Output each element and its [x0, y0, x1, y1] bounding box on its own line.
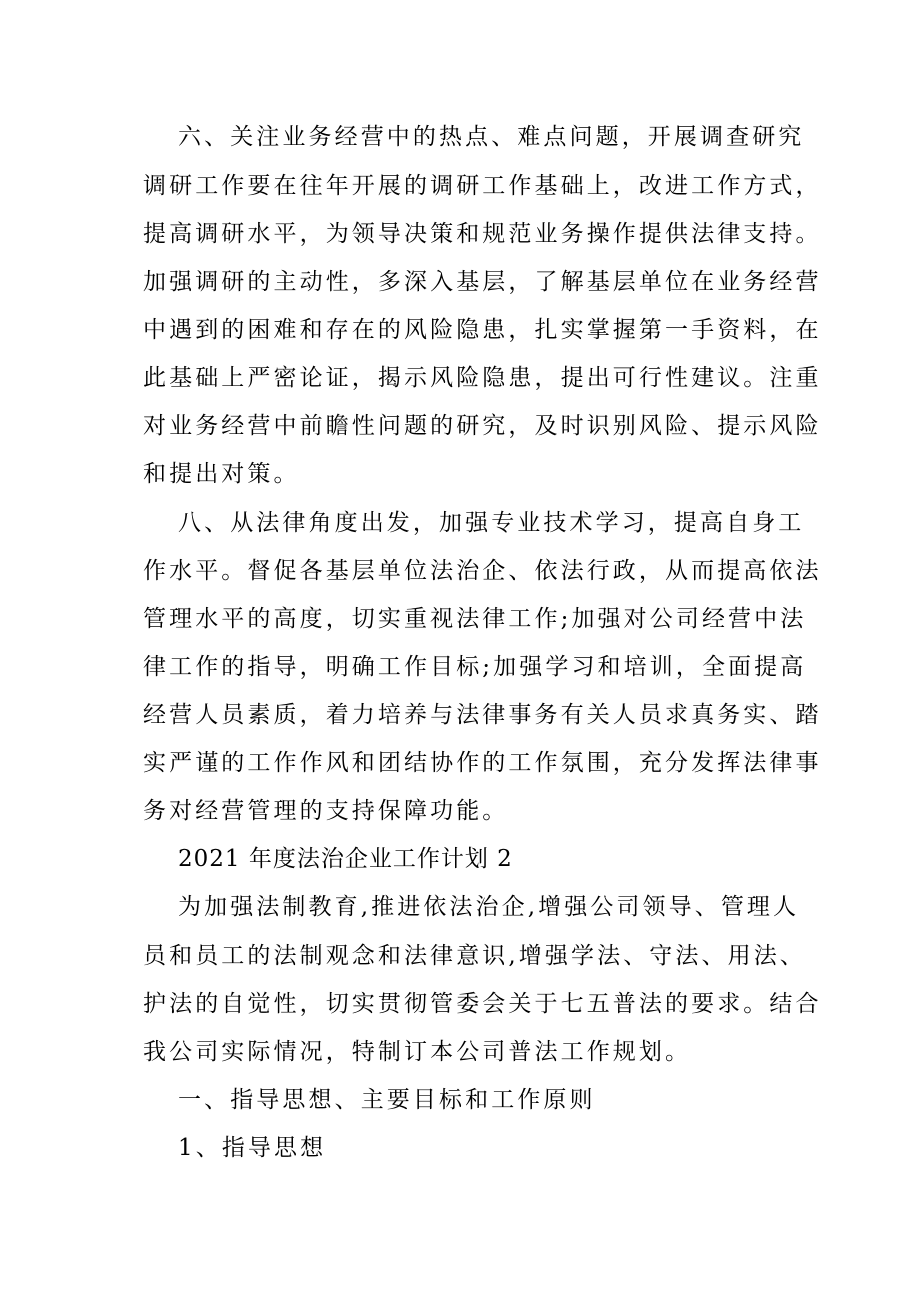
paragraph-line: 和提出对策。 [143, 461, 300, 487]
paragraph-line: 中遇到的困难和存在的风险隐患，扎实掌握第一手资料，在 [143, 317, 822, 343]
paragraph-line: 我公司实际情况，特制订本公司普法工作规划。 [143, 1039, 692, 1065]
paragraph-line: 调研工作要在往年开展的调研工作基础上，改进工作方式， [143, 173, 822, 199]
paragraph-line: 管理水平的高度，切实重视法律工作;加强对公司经营中法 [143, 606, 807, 632]
paragraph-line: 对业务经营中前瞻性问题的研究，及时识别风险、提示风险 [143, 413, 822, 439]
paragraph-line: 作水平。督促各基层单位法治企、依法行政，从而提高依法 [143, 558, 822, 584]
subsection-heading: 1、指导思想 [178, 1135, 327, 1161]
paragraph-line: 此基础上严密论证，揭示风险隐患，提出可行性建议。注重 [143, 365, 822, 391]
paragraph-line: 加强调研的主动性，多深入基层，了解基层单位在业务经营 [143, 269, 822, 295]
paragraph-line: 八、从法律角度出发，加强专业技术学习，提高自身工 [178, 510, 805, 536]
paragraph-line: 护法的自觉性，切实贯彻管委会关于七五普法的要求。结合 [143, 991, 822, 1017]
paragraph-line: 律工作的指导，明确工作目标;加强学习和培训，全面提高 [143, 654, 807, 680]
paragraph-line: 提高调研水平，为领导决策和规范业务操作提供法律支持。 [143, 221, 822, 247]
section-heading: 一、指导思想、主要目标和工作原则 [178, 1087, 596, 1113]
paragraph-line: 实严谨的工作作风和团结协作的工作氛围，充分发挥法律事 [143, 750, 822, 776]
paragraph-line: 员和员工的法制观念和法律意识,增强学法、守法、用法、 [143, 943, 806, 969]
paragraph-line: 经营人员素质，着力培养与法律事务有关人员求真务实、踏 [143, 702, 822, 728]
paragraph-line: 六、关注业务经营中的热点、难点问题，开展调查研究 [178, 124, 805, 150]
paragraph-line: 为加强法制教育,推进依法治企,增强公司领导、管理人 [178, 894, 800, 920]
paragraph-line: 务对经营管理的支持保障功能。 [143, 798, 509, 824]
section-title: 2021 年度法治企业工作计划 2 [178, 846, 513, 872]
